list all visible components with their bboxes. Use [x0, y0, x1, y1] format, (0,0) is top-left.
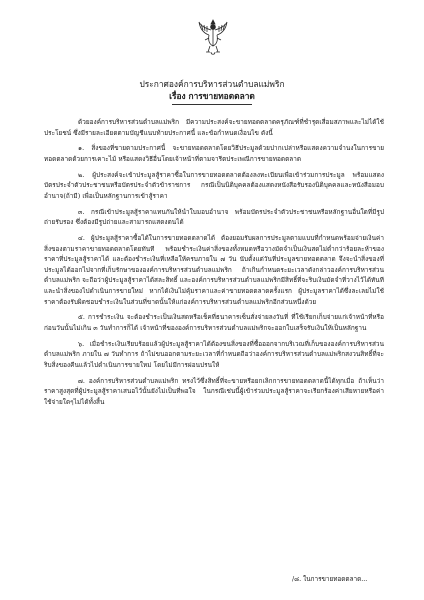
garuda-emblem-icon [197, 18, 229, 58]
clause-4-paragraph: ๔. ผู้ประมูลสู้ราคาซื้อได้ในการขายทอดตลาดได้ ต้องยอมรับผลการประมูลตามแบบที่กำหนดพร้อมจ่ายเงินค่าสิ่งของตามราคาขายทอดตลาดโดยทันที พร้อมชำระเงินค่าสิ่งของทั้งหมดหรือวางมัดจำเป็นเงินสดไม่ต่ำกว่าร้อยละห้าของราคาที่ประมูลสู้ราคาได้ และต้องชำระเงินที่เหลือให้ครบภายใน ๗ วัน นับตั้งแต่วันที่ประมูลขายทอดตลาด จึงจะนำสิ่งของที่ประมูลได้ออกไปจากที่เก็บรักษาขององค์การบริหารส่วนตำบลแม่พริก ถ้าเกินกำหนดระยะเวลาดังกล่าวองค์การบริหารส่วนตำบลแม่พริก จะถือว่าผู้ประมูลสู้ราคาได้สละสิทธิ์ และองค์การบริหารส่วนตำบลแม่พริกมีสิทธิ์ที่จะริบเงินมัดจำที่วางไว้ได้ทันทีและนำสิ่งของไปดำเนินการขายใหม่ หากได้เงินไม่คุ้มราคาและค่าขายทอดตลาดครั้งแรก ผู้ประมูลราคาได้ซึ่งละเลยไม่ใช้ราคาต้องรับผิดชอบชำระเงินในส่วนที่ขาดนั้นให้แก่องค์การบริหารส่วนตำบลแม่พริกอีกส่วนหนึ่งด้วย [44, 234, 384, 306]
continuation-note: /๘. ในการขายทอดตลาด... [292, 575, 368, 583]
clause-5-paragraph: ๕. การชำระเงิน จะต้องชำระเป็นเงินสดหรือเช็คที่ธนาคารเซ็นสั่งจ่ายลงวันที่ ที่ใช้เรียกเก็บจ่ายแก่เจ้าหน้าที่หรือก่อนวันนั้นไม่เกิน ๓ วันทำการก็ได้ เจ้าหน้าที่ขององค์การบริหารส่วนตำบลแม่พริกจะออกใบเสร็จรับเงินให้เป็นหลักฐาน [44, 313, 384, 333]
document-title-block [0, 78, 424, 102]
clause-3-paragraph: ๓. กรณีเข้าประมูลสู้ราคาแทนกันให้นำใบมอบอำนาจ พร้อมบัตรประจำตัวประชาชนหรือหลักฐานอื่นใดที่มีรูปถ่ายรับรอง ซึ่งต้องมีรูปถ่ายและสามารถแสดงตนได้ [44, 207, 384, 227]
clause-2-paragraph: ๒. ผู้ประสงค์จะเข้าประมูลสู้ราคาซื้อในการขายทอดตลาดต้องลงทะเบียนเพื่อเข้าร่วมการประมูล พร้อมแสดงบัตรประจำตัวประชาชนหรือบัตรประจำตัวข้าราชการ กรณีเป็นนิติบุคคลต้องแสดงหนังสือรับรองนิติบุคคลและหนังสือมอบอำนาจ(ถ้ามี) เพื่อเป็นหลักฐานการเข้าสู้ราคา [44, 170, 384, 200]
subject-title: เรื่อง การขายทอดตลาด [169, 91, 255, 101]
clause-6-paragraph: ๖. เมื่อชำระเงินเรียบร้อยแล้วผู้ประมูลสู้ราคาได้ต้องขนสิ่งของที่ซื้อออกจากบริเวณที่เก็บขององค์การบริหารส่วนตำบลแม่พริก ภายใน ๗ วันทำการ ถ้าไม่ขนออกตามระยะเวลาที่กำหนดถือว่าองค์การบริหารส่วนตำบลแม่พริกสงวนสิทธิ์ที่จะริบสิ่งของคืนแล้วไปดำเนินการขายใหม่ โดยไม่มีการผ่อนปรนให้ [44, 339, 384, 369]
clause-7-paragraph: ๗. องค์การบริหารส่วนตำบลแม่พริก ทรงไว้ซึ่งสิทธิ์ที่จะขายหรือยกเลิกการขายทอดตลาดนี้ได้ทุกเมื่อ ถ้าเห็นว่าราคาสูงสุดที่ผู้ประมูลสู้ราคาเสนอไว้นั้นยังไม่เป็นที่พอใจ ในกรณีเช่นนี้ผู้เข้าร่วมประมูลสู้ราคาจะเรียกร้องค่าเสียหายหรือค่าใช้จ่ายใดๆไม่ได้ทั้งสิ้น [44, 376, 384, 406]
document-body [44, 117, 384, 413]
title-divider [172, 104, 252, 105]
clause-1-paragraph: ๑. สิ่งของที่ขายตามประกาศนี้ จะขายทอดตลาดโดยวิธีประมูลด้วยปากเปล่าหรือแสดงความจำนงในการขายทอดตลาดด้วยการเคาะไม้ หรือแสดงวิธีอื่นโดยเจ้าหน้าที่ตามจารีตประเพณีการขายทอดตลาด [44, 144, 384, 163]
organization-title: ประกาศองค์การบริหารส่วนตำบลแม่พริก [139, 79, 285, 89]
intro-paragraph: ด้วยองค์การบริหารส่วนตำบลแม่พริก มีความประสงค์จะขายทอดตลาดครุภัณฑ์ที่ชำรุดเสื่อมสภาพและไม่ได้ใช้ประโยชน์ ซึ่งมีรายละเอียดตามบัญชีแนบท้ายประกาศนี้ และข้อกำหนดเงื่อนไข ดังนี้ [44, 118, 384, 137]
